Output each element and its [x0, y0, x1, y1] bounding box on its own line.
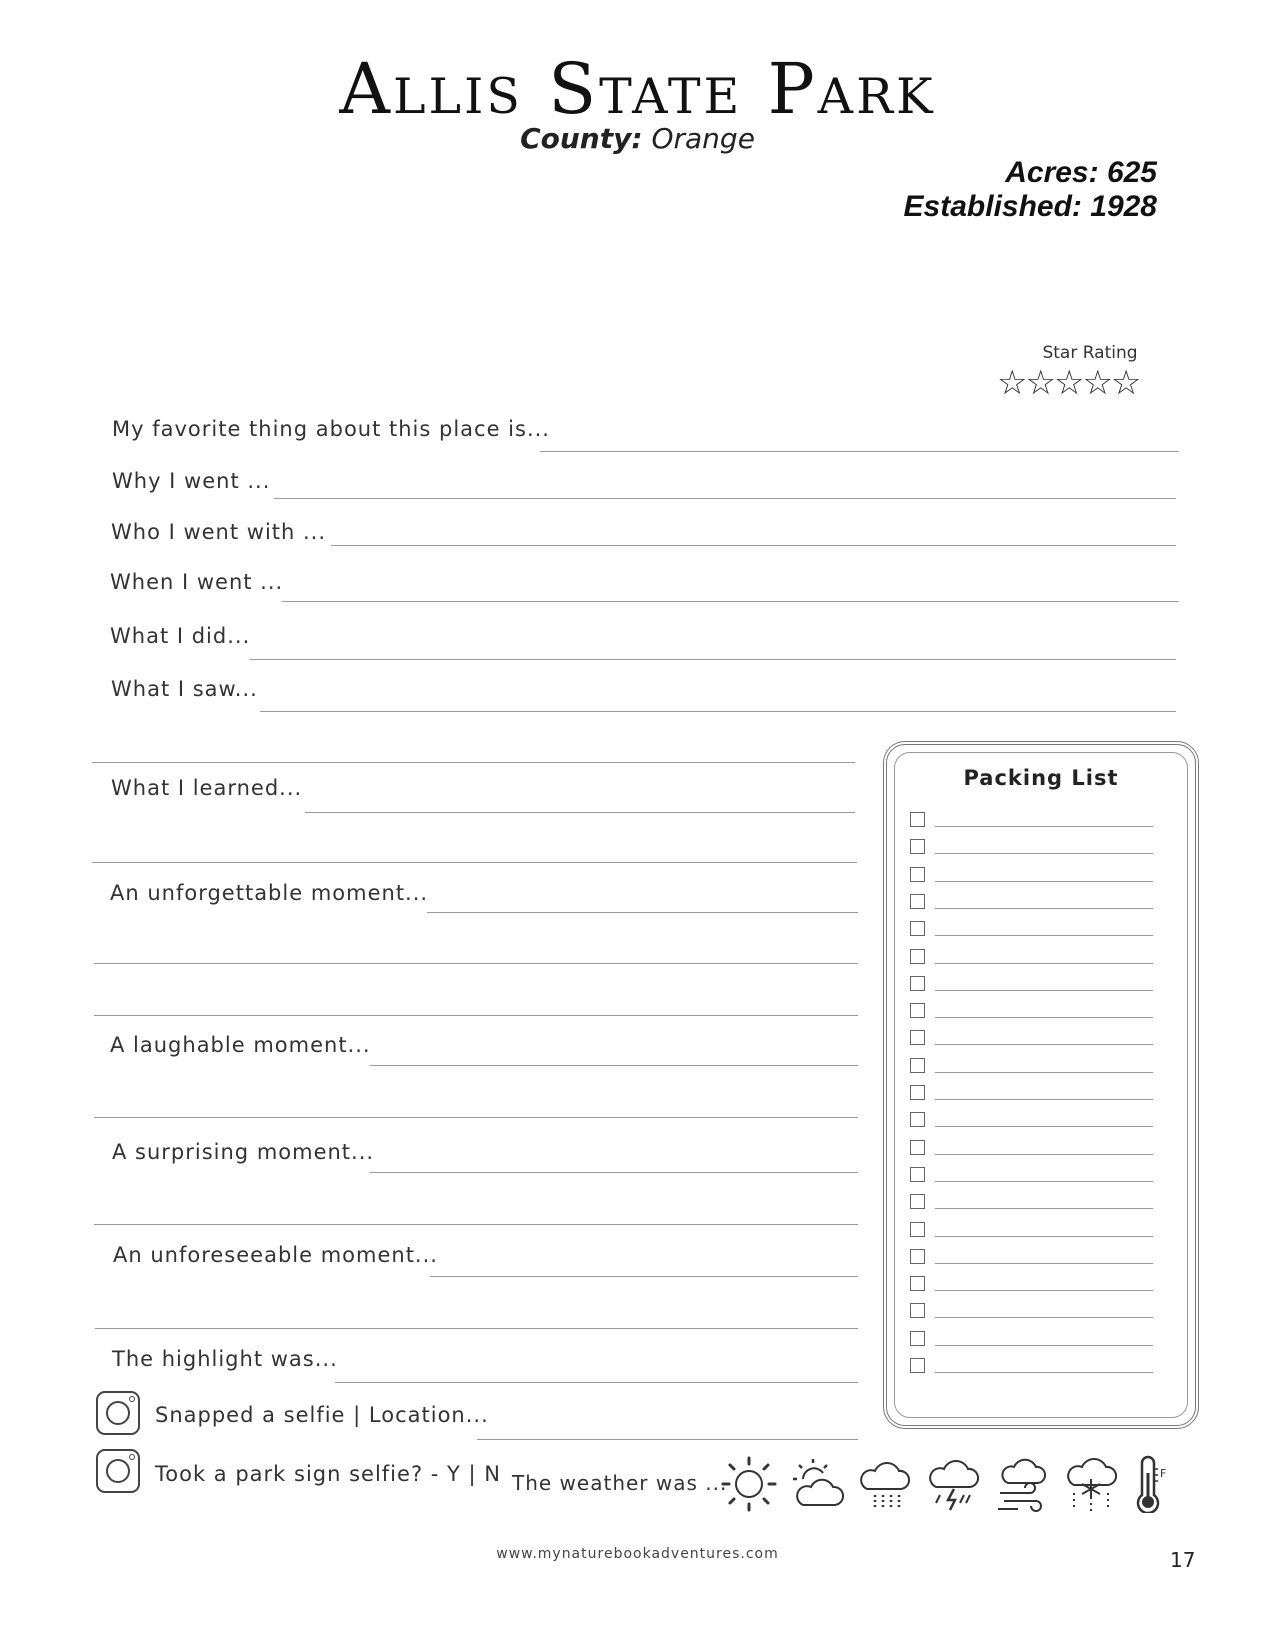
- packing-checkbox[interactable]: [910, 1003, 925, 1018]
- answer-line-unforgettable-2[interactable]: [94, 963, 858, 964]
- prompt-laughable: A laughable moment...: [110, 1033, 371, 1057]
- packing-item-line[interactable]: [935, 1126, 1153, 1127]
- packing-checkbox[interactable]: [910, 839, 925, 854]
- prompt-sign-selfie: Took a park sign selfie? - Y | N: [155, 1462, 501, 1486]
- prompt-surprising: A surprising moment...: [112, 1140, 375, 1164]
- packing-item-line[interactable]: [935, 908, 1153, 909]
- answer-line-when[interactable]: [282, 601, 1179, 602]
- packing-item-line[interactable]: [935, 1317, 1153, 1318]
- packing-item-line[interactable]: [935, 853, 1153, 854]
- snow-icon[interactable]: [1062, 1455, 1120, 1513]
- packing-checkbox[interactable]: [910, 1140, 925, 1155]
- packing-list-frame: [883, 741, 1199, 1429]
- established: Established: 1928: [903, 190, 1157, 223]
- answer-line-selfie-location[interactable]: [477, 1439, 858, 1440]
- answer-line-unforgettable[interactable]: [427, 912, 858, 913]
- answer-line-laughable[interactable]: [370, 1065, 858, 1066]
- packing-item-line[interactable]: [935, 826, 1153, 827]
- answer-line-who[interactable]: [331, 545, 1176, 546]
- star-rating-label: Star Rating: [1042, 343, 1138, 363]
- county-line: [0, 122, 1275, 155]
- packing-checkbox[interactable]: [910, 949, 925, 964]
- answer-line-laughable-2[interactable]: [94, 1117, 858, 1118]
- answer-line-unforeseeable[interactable]: [430, 1276, 858, 1277]
- prompt-selfie: Snapped a selfie | Location...: [155, 1403, 489, 1427]
- answer-line-saw-2[interactable]: [92, 762, 855, 763]
- rain-icon[interactable]: [855, 1455, 913, 1513]
- packing-checkbox[interactable]: [910, 1222, 925, 1237]
- packing-checkbox[interactable]: [910, 1249, 925, 1264]
- packing-item-line[interactable]: [935, 1208, 1153, 1209]
- packing-checkbox[interactable]: [910, 1167, 925, 1182]
- prompt-favorite: My favorite thing about this place is...: [112, 417, 550, 441]
- prompt-highlight: The highlight was...: [112, 1347, 338, 1371]
- answer-line-learned[interactable]: [305, 812, 855, 813]
- page-number: 17: [1170, 1548, 1196, 1572]
- packing-checkbox[interactable]: [910, 812, 925, 827]
- prompt-weather: The weather was ...: [512, 1471, 728, 1495]
- packing-item-line[interactable]: [935, 1017, 1153, 1018]
- acres: Acres: 625: [1005, 156, 1157, 189]
- packing-item-line[interactable]: [935, 1072, 1153, 1073]
- answer-line-highlight[interactable]: [335, 1382, 858, 1383]
- thermometer-icon[interactable]: [1130, 1455, 1170, 1513]
- sun-icon[interactable]: [720, 1455, 778, 1513]
- camera-icon[interactable]: [96, 1391, 140, 1435]
- packing-checkbox[interactable]: [910, 1303, 925, 1318]
- answer-line-surprising-2[interactable]: [94, 1224, 858, 1225]
- packing-item-line[interactable]: [935, 1290, 1153, 1291]
- packing-checkbox[interactable]: [910, 1112, 925, 1127]
- prompt-learned: What I learned...: [111, 776, 303, 800]
- prompt-saw: What I saw...: [111, 677, 258, 701]
- thunderstorm-icon[interactable]: [924, 1455, 982, 1513]
- packing-item-line[interactable]: [935, 1263, 1153, 1264]
- answer-line-did[interactable]: [250, 659, 1176, 660]
- packing-checkbox[interactable]: [910, 1085, 925, 1100]
- wind-icon[interactable]: [994, 1455, 1052, 1513]
- packing-list-title: Packing List: [963, 766, 1119, 790]
- packing-checkbox[interactable]: [910, 1331, 925, 1346]
- packing-item-line[interactable]: [935, 1099, 1153, 1100]
- park-stats: [904, 156, 1157, 224]
- camera-icon[interactable]: [96, 1449, 140, 1493]
- packing-checkbox[interactable]: [910, 1358, 925, 1373]
- packing-checkbox[interactable]: [910, 1194, 925, 1209]
- prompt-why: Why I went ...: [112, 469, 271, 493]
- packing-item-line[interactable]: [935, 1345, 1153, 1346]
- packing-item-line[interactable]: [935, 881, 1153, 882]
- prompt-who: Who I went with ...: [111, 520, 327, 544]
- thermometer-unit: F: [1160, 1467, 1167, 1480]
- prompt-did: What I did...: [110, 624, 251, 648]
- prompt-unforeseeable: An unforeseeable moment...: [113, 1243, 438, 1267]
- packing-item-line[interactable]: [935, 935, 1153, 936]
- packing-checkbox[interactable]: [910, 867, 925, 882]
- answer-line-surprising[interactable]: [370, 1172, 858, 1173]
- packing-item-line[interactable]: [935, 1236, 1153, 1237]
- answer-line-learned-2[interactable]: [92, 862, 857, 863]
- packing-item-line[interactable]: [935, 1154, 1153, 1155]
- star-rating[interactable]: ☆☆☆☆☆: [997, 363, 1140, 403]
- packing-item-line[interactable]: [935, 1044, 1153, 1045]
- answer-line-unforgettable-3[interactable]: [94, 1015, 858, 1016]
- county-value: Orange: [651, 122, 755, 155]
- packing-item-line[interactable]: [935, 990, 1153, 991]
- packing-checkbox[interactable]: [910, 976, 925, 991]
- county-label: County:: [520, 122, 643, 155]
- packing-checkbox[interactable]: [910, 1030, 925, 1045]
- packing-checkbox[interactable]: [910, 921, 925, 936]
- footer-url[interactable]: www.mynaturebookadventures.com: [496, 1546, 779, 1562]
- packing-checkbox[interactable]: [910, 1276, 925, 1291]
- packing-item-line[interactable]: [935, 963, 1153, 964]
- prompt-when: When I went ...: [110, 570, 284, 594]
- packing-checkbox[interactable]: [910, 1058, 925, 1073]
- answer-line-favorite[interactable]: [540, 451, 1179, 452]
- answer-line-saw[interactable]: [260, 711, 1176, 712]
- prompt-unforgettable: An unforgettable moment...: [110, 881, 429, 905]
- packing-item-line[interactable]: [935, 1181, 1153, 1182]
- page-title: Allis State Park: [339, 48, 936, 130]
- packing-item-line[interactable]: [935, 1372, 1153, 1373]
- partly-cloudy-icon[interactable]: [789, 1455, 847, 1513]
- answer-line-why[interactable]: [274, 498, 1176, 499]
- packing-checkbox[interactable]: [910, 894, 925, 909]
- answer-line-unforeseeable-2[interactable]: [95, 1328, 858, 1329]
